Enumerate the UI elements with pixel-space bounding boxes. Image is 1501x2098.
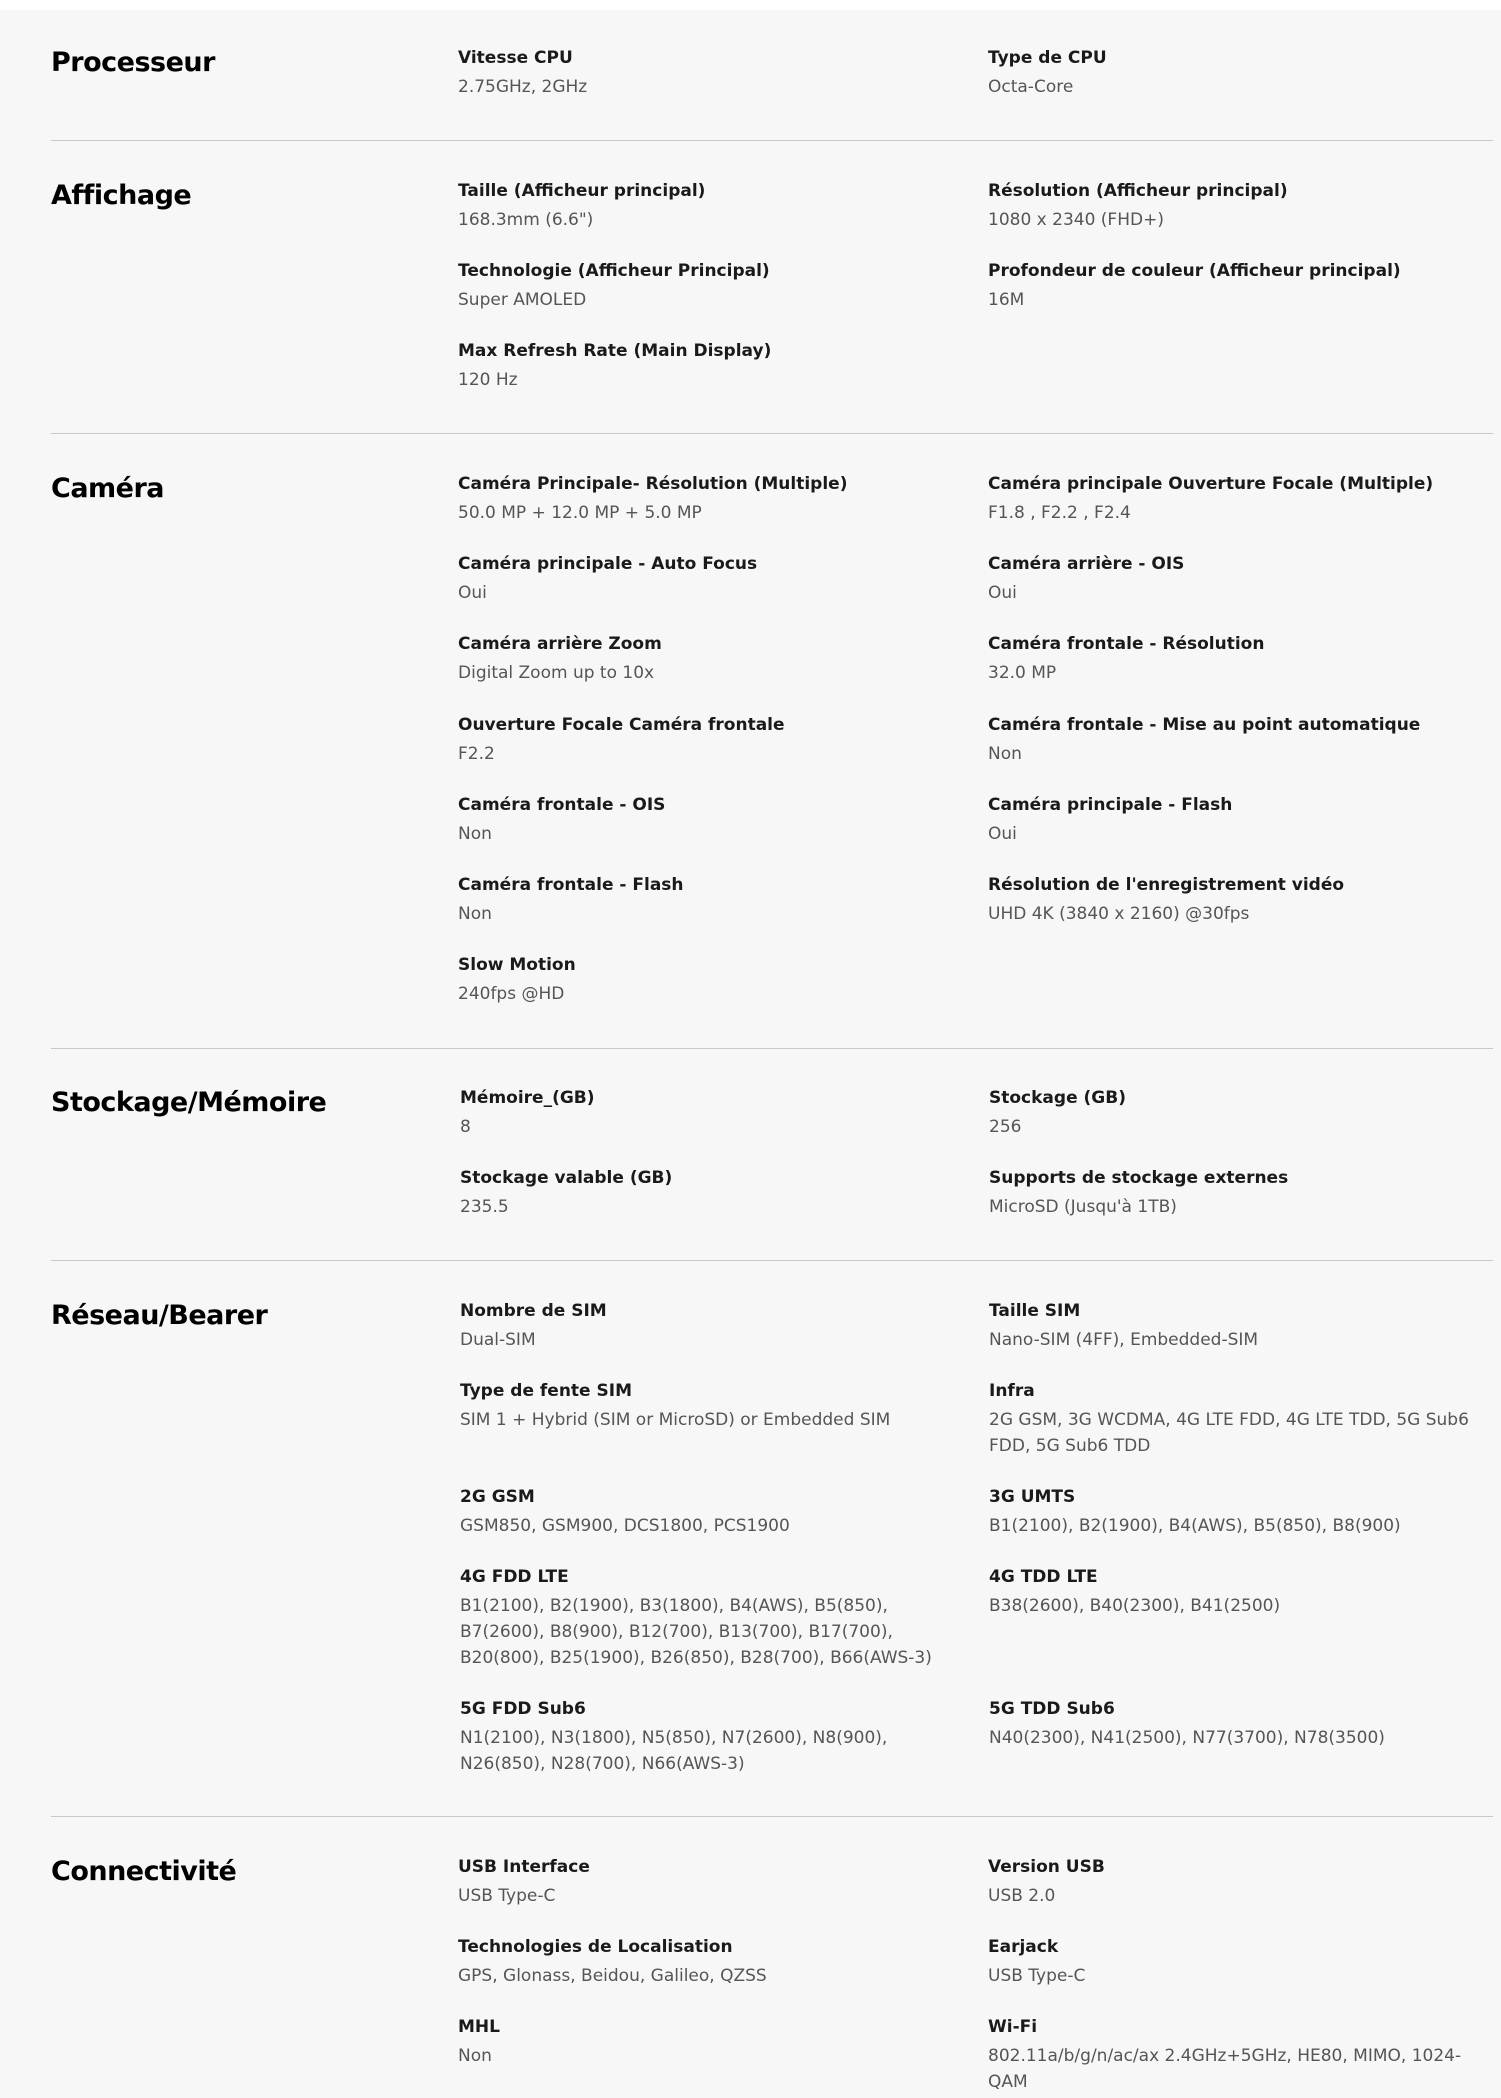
spec-item <box>458 553 958 606</box>
spec-label: Caméra principale - Auto Focus <box>458 554 758 574</box>
spec-item <box>988 553 1488 606</box>
spec-label: Supports de stockage externes <box>989 1168 1289 1188</box>
spec-item <box>458 473 958 526</box>
spec-value: Oui <box>988 583 1017 603</box>
spec-value: 235.5 <box>460 1197 509 1217</box>
spec-item <box>989 1087 1489 1140</box>
spec-label: Caméra principale Ouverture Focale (Multiple) <box>988 474 1434 494</box>
spec-label: Technologies de Localisation <box>458 1937 733 1957</box>
spec-label: Nombre de SIM <box>460 1301 607 1321</box>
spec-label: Ouverture Focale Caméra frontale <box>458 715 785 735</box>
spec-label: Caméra frontale - Flash <box>458 875 684 895</box>
spec-label: Caméra frontale - Mise au point automatique <box>988 715 1421 735</box>
spec-label: Stockage valable (GB) <box>460 1168 673 1188</box>
spec-label: Résolution (Afficheur principal) <box>988 181 1288 201</box>
spec-item <box>458 954 958 1007</box>
spec-label: Vitesse CPU <box>458 48 573 68</box>
spec-item <box>988 633 1488 686</box>
spec-value: Non <box>458 904 492 924</box>
spec-label: Infra <box>989 1381 1035 1401</box>
spec-label: Résolution de l'enregistrement vidéo <box>988 875 1345 895</box>
spec-item <box>458 47 958 100</box>
spec-item <box>988 473 1488 526</box>
spec-label: 5G TDD Sub6 <box>989 1699 1115 1719</box>
spec-item <box>460 1380 960 1433</box>
spec-label: Taille (Afficheur principal) <box>458 181 706 201</box>
spec-item <box>989 1486 1489 1539</box>
section-title: Affichage <box>51 180 192 211</box>
spec-value: 240fps @HD <box>458 984 565 1004</box>
spec-label: Caméra Principale- Résolution (Multiple) <box>458 474 848 494</box>
spec-value: 2G GSM, 3G WCDMA, 4G LTE FDD, 4G LTE TDD, 5G Sub6 FDD, 5G Sub6 TDD <box>989 1410 1469 1456</box>
spec-label: Earjack <box>988 1937 1059 1957</box>
spec-value: B1(2100), B2(1900), B3(1800), B4(AWS), B5(850), B7(2600), B8(900), B12(700), B13(700), B17(700), B20(800), B25(1900), B26(850), B28(700), B66(AWS-3) <box>460 1596 932 1668</box>
spec-value: GSM850, GSM900, DCS1800, PCS1900 <box>460 1516 790 1536</box>
spec-value: N40(2300), N41(2500), N77(3700), N78(3500) <box>989 1728 1385 1748</box>
spec-value: Octa-Core <box>988 77 1074 97</box>
section-title: Stockage/Mémoire <box>51 1087 327 1118</box>
spec-label: Mémoire_(GB) <box>460 1088 595 1108</box>
spec-label: Caméra arrière - OIS <box>988 554 1185 574</box>
spec-item <box>460 1486 960 1539</box>
spec-value: F1.8 , F2.2 , F2.4 <box>988 503 1131 523</box>
spec-value: Nano-SIM (4FF), Embedded-SIM <box>989 1330 1259 1350</box>
spec-label: Wi-Fi <box>988 2017 1038 2037</box>
section-divider <box>51 1816 1493 1817</box>
spec-value: UHD 4K (3840 x 2160) @30fps <box>988 904 1250 924</box>
spec-value: Non <box>458 2046 492 2066</box>
section-divider <box>51 1048 1493 1049</box>
spec-value: Dual-SIM <box>460 1330 536 1350</box>
spec-item <box>988 794 1488 847</box>
spec-label: Caméra frontale - Résolution <box>988 634 1265 654</box>
spec-item <box>458 1936 958 1989</box>
spec-label: 4G FDD LTE <box>460 1567 569 1587</box>
spec-value: 50.0 MP + 12.0 MP + 5.0 MP <box>458 503 702 523</box>
spec-value: GPS, Glonass, Beidou, Galileo, QZSS <box>458 1966 767 1986</box>
spec-value: USB 2.0 <box>988 1886 1056 1906</box>
spec-value: 120 Hz <box>458 370 518 390</box>
spec-label: Technologie (Afficheur Principal) <box>458 261 770 281</box>
spec-value: 256 <box>989 1117 1022 1137</box>
spec-item <box>458 1856 958 1909</box>
spec-value: B1(2100), B2(1900), B4(AWS), B5(850), B8(900) <box>989 1516 1401 1536</box>
spec-item <box>458 340 958 393</box>
spec-item <box>988 47 1488 100</box>
spec-label: Caméra arrière Zoom <box>458 634 662 654</box>
section-title: Connectivité <box>51 1856 237 1887</box>
spec-value: B38(2600), B40(2300), B41(2500) <box>989 1596 1281 1616</box>
spec-item <box>458 2016 958 2069</box>
spec-item <box>458 794 958 847</box>
spec-label: Taille SIM <box>989 1301 1081 1321</box>
spec-label: 3G UMTS <box>989 1487 1076 1507</box>
spec-item <box>988 874 1488 927</box>
spec-item <box>988 2016 1488 2095</box>
spec-label: Caméra frontale - OIS <box>458 795 666 815</box>
spec-value: Oui <box>988 824 1017 844</box>
spec-item <box>458 260 958 313</box>
spec-item <box>989 1380 1489 1459</box>
spec-value: 1080 x 2340 (FHD+) <box>988 210 1164 230</box>
spec-item <box>458 714 958 767</box>
spec-value: USB Type-C <box>458 1886 556 1906</box>
spec-value: 8 <box>460 1117 471 1137</box>
spec-label: 4G TDD LTE <box>989 1567 1098 1587</box>
spec-label: MHL <box>458 2017 500 2037</box>
spec-label: USB Interface <box>458 1857 590 1877</box>
spec-item <box>989 1300 1489 1353</box>
spec-label: Type de CPU <box>988 48 1107 68</box>
spec-label: Caméra principale - Flash <box>988 795 1233 815</box>
spec-label: Stockage (GB) <box>989 1088 1126 1108</box>
spec-item <box>988 1936 1488 1989</box>
spec-item <box>460 1167 960 1220</box>
spec-item <box>460 1087 960 1140</box>
spec-item <box>458 633 958 686</box>
spec-label: Version USB <box>988 1857 1105 1877</box>
spec-item <box>460 1698 960 1777</box>
spec-label: 2G GSM <box>460 1487 535 1507</box>
spec-value: 2.75GHz, 2GHz <box>458 77 588 97</box>
spec-item <box>988 260 1488 313</box>
spec-value: Super AMOLED <box>458 290 587 310</box>
spec-label: Slow Motion <box>458 955 576 975</box>
spec-item <box>460 1566 960 1671</box>
spec-value: 802.11a/b/g/n/ac/ax 2.4GHz+5GHz, HE80, MIMO, 1024-QAM <box>988 2046 1462 2092</box>
section-divider <box>51 140 1493 141</box>
spec-label: Profondeur de couleur (Afficheur principal) <box>988 261 1401 281</box>
spec-value: Oui <box>458 583 487 603</box>
spec-item <box>988 1856 1488 1909</box>
spec-page <box>0 10 1501 2098</box>
spec-label: Type de fente SIM <box>460 1381 632 1401</box>
spec-item <box>458 874 958 927</box>
section-title: Caméra <box>51 473 165 504</box>
section-title: Réseau/Bearer <box>51 1300 268 1331</box>
spec-item <box>989 1167 1489 1220</box>
spec-label: Max Refresh Rate (Main Display) <box>458 341 772 361</box>
section-title: Processeur <box>51 47 215 78</box>
spec-item <box>989 1698 1489 1751</box>
spec-value: N1(2100), N3(1800), N5(850), N7(2600), N8(900), N26(850), N28(700), N66(AWS-3) <box>460 1728 888 1774</box>
spec-value: Non <box>458 824 492 844</box>
spec-value: MicroSD (Jusqu'à 1TB) <box>989 1197 1177 1217</box>
spec-value: 16M <box>988 290 1025 310</box>
spec-label: 5G FDD Sub6 <box>460 1699 586 1719</box>
spec-item <box>988 714 1488 767</box>
spec-value: 32.0 MP <box>988 663 1057 683</box>
spec-value: USB Type-C <box>988 1966 1086 1986</box>
spec-item <box>458 180 958 233</box>
section-divider <box>51 1260 1493 1261</box>
spec-item <box>988 180 1488 233</box>
spec-value: SIM 1 + Hybrid (SIM or MicroSD) or Embedded SIM <box>460 1410 891 1430</box>
spec-value: Non <box>988 744 1022 764</box>
section-divider <box>51 433 1493 434</box>
spec-value: Digital Zoom up to 10x <box>458 663 655 683</box>
spec-item <box>460 1300 960 1353</box>
spec-item <box>989 1566 1489 1619</box>
spec-value: F2.2 <box>458 744 495 764</box>
spec-value: 168.3mm (6.6") <box>458 210 594 230</box>
